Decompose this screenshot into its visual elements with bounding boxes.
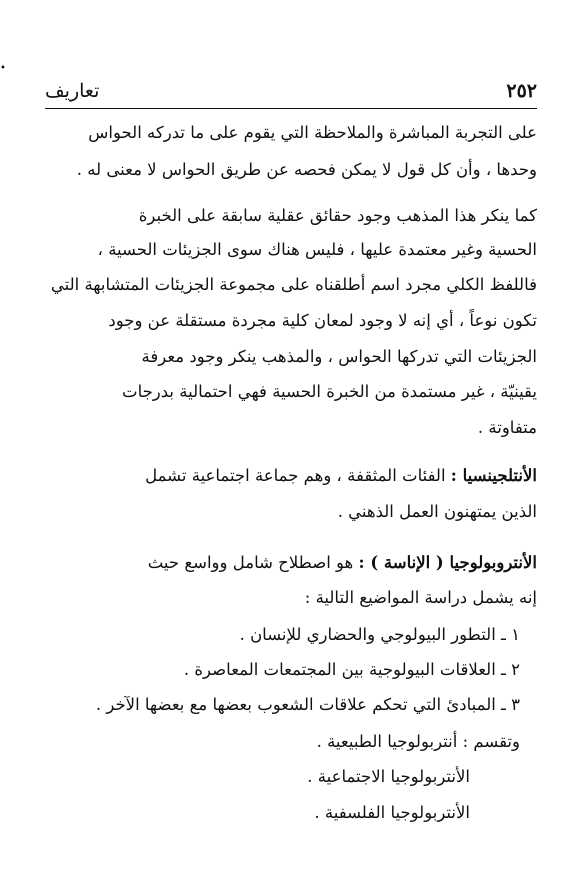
divided-line: وتقسم : أنتربولوجيا الطبيعية . xyxy=(316,732,520,751)
entry-definition: هو اصطلاح شامل وواسع حيث xyxy=(147,553,354,572)
body-line: وحدها ، وأن كل قول لا يمكن فحصه عن طريق الحواس لا معنى له . xyxy=(76,160,537,179)
body-line: إنه يشمل دراسة المواضيع التالية : xyxy=(304,588,537,607)
entry-term: الأنتلجينسيا : xyxy=(450,466,537,485)
body-line: الحسية وغير معتمدة عليها ، فليس هناك سوى الجزيئات الحسية ، xyxy=(97,240,537,259)
body-line: على التجربة المباشرة والملاحظة التي يقوم على ما تدركه الحواس xyxy=(88,123,537,142)
list-item: ١ ـ التطور البيولوجي والحضاري للإنسان . xyxy=(239,625,520,644)
body-line: فاللفظ الكلي مجرد اسم أطلقناه على مجموعة الجزيئات المتشابهة التي xyxy=(50,275,537,294)
entry-term: الأنتروبولوجيا ( الإناسة ) : xyxy=(358,553,537,572)
page-number: ٢٥٢ xyxy=(506,80,537,102)
body-line: يقينيّة ، غير مستمدة من الخبرة الحسية فهي احتمالية بدرجات xyxy=(122,382,537,401)
entry-anthropology xyxy=(148,551,537,575)
list-item: ٢ ـ العلاقات البيولوجية بين المجتمعات المعاصرة . xyxy=(183,660,520,679)
page-header xyxy=(45,74,537,109)
running-title: تعاريف xyxy=(45,80,100,102)
entry-definition: الفئات المثقفة ، وهم جماعة اجتماعية تشمل xyxy=(145,466,446,485)
entry-intelligentsia xyxy=(145,464,537,488)
sub-item: الأنتربولوجيا الاجتماعية . xyxy=(307,767,470,786)
body-line: متفاوتة . xyxy=(477,418,537,437)
body-line: كما ينكر هذا المذهب وجود حقائق عقلية سابقة على الخبرة xyxy=(138,206,537,225)
body-line: تكون نوعاً ، أي إنه لا وجود لمعان كلية مجردة مستقلة عن وجود xyxy=(108,311,537,330)
body-line: الجزيئات التي تدركها الحواس ، والمذهب ينكر وجود معرفة xyxy=(141,347,537,366)
sub-item: الأنتربولوجيا الفلسفية . xyxy=(314,803,470,822)
margin-mark: • xyxy=(0,63,6,74)
body-line: الذين يمتهنون العمل الذهني . xyxy=(337,502,537,521)
list-item: ٣ ـ المبادئ التي تحكم علاقات الشعوب بعضها مع بعضها الآخر . xyxy=(95,695,520,714)
